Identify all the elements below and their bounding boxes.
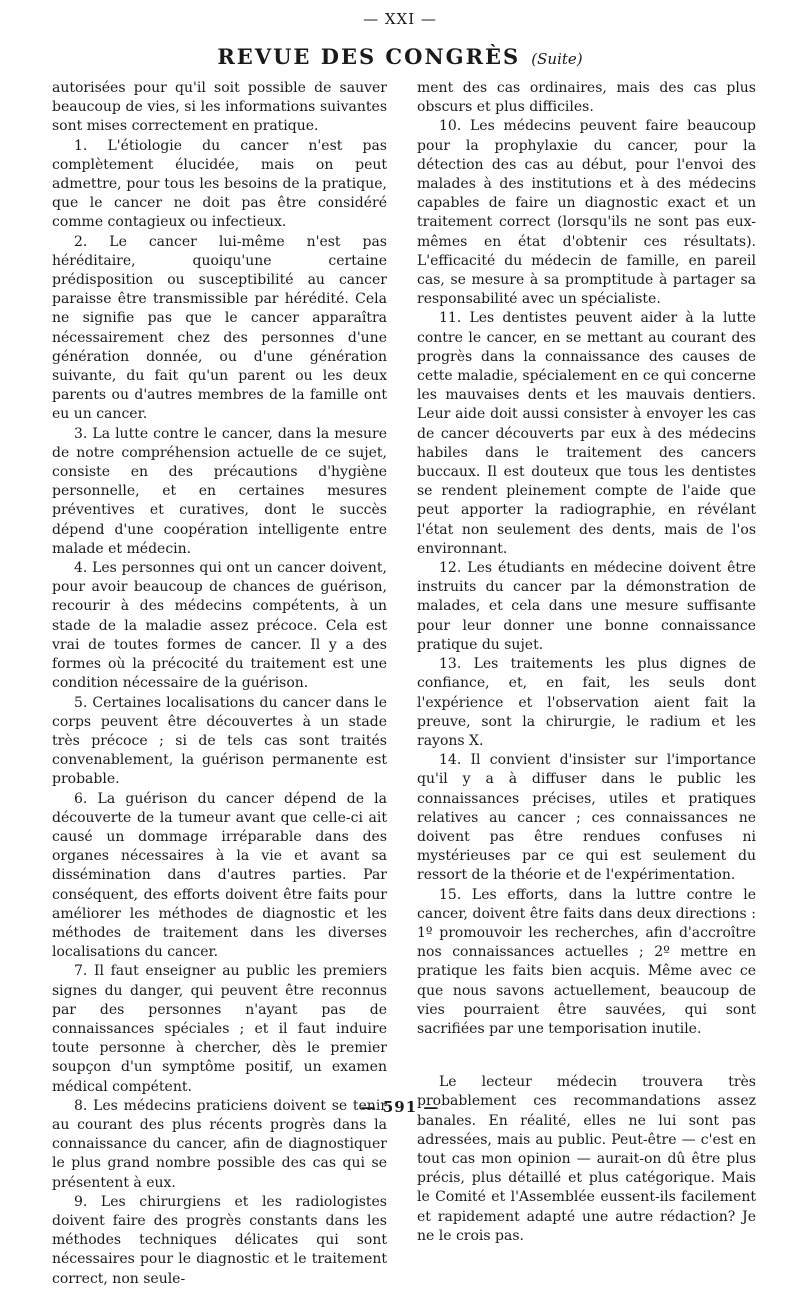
recommendation-5: 5. Certaines localisations du cancer dans le corps peuvent être découvertes à un stade très précoce ; si de tels cas sont traités convenablement, la guérison permanente est probable. [52, 694, 387, 788]
recommendation-6: 6. La guérison du cancer dépend de la découverte de la tumeur avant que celle-ci ait causé un dommage irréparable dans des organes nécessaires à la vie et avant sa dissémination dans d'autres parties. Par conséquent, des efforts doivent être faits pour améliorer les méthodes de diagnostic et les méthodes de traitement dans les diverses localisations du cancer. [52, 790, 387, 961]
recommendation-8: 8. Les médecins praticiens doivent se tenir au courant des plus récents progrès dans la connaissance du cancer, afin de diagnostiquer le plus grand nombre possible des cas qui se présentent à eux. [52, 1097, 387, 1191]
recommendation-15: 15. Les efforts, dans la luttre contre le cancer, doivent être faits dans deux directions : 1º promouvoir les recherches, afin d'accroître nos connaissances actuelles ; 2º mettre en pratique les faits bien acquis. Même avec ce que nous savons actuellement, beaucoup de vies pourraient être sauvées, qui sont sacrifiées par une temporisation inutile. [417, 886, 756, 1037]
recommendation-9: 9. Les chirurgiens et les radiologistes doivent faire des progrès constants dans les méthodes techniques délicates qui sont nécessaires pour le diagnostic et le traitement correct, non seule- [52, 1193, 387, 1287]
recommendation-13: 13. Les traitements les plus dignes de confiance, et, en fait, les seuls dont l'expérience et l'observation aient fait la preuve, sont la chirurgie, le radium et les rayons X. [417, 656, 756, 749]
paragraph-continuation: autorisées pour qu'il soit possible de sauver beaucoup de vies, si les informations suivantes sont mises correctement en pratique. [52, 80, 387, 135]
recommendation-10: 10. Les médecins peuvent faire beaucoup pour la prophylaxie du cancer, pour la détection des cas au début, pour l'envoi des malades à des institutions et à des médecins capables de faire un diagnostic exact et un traitement correct (lorsqu'ils ne sont pas eux-mêmes en état d'obtenir ces résultats). L'efficacité du médecin de famille, en pareil cas, se mesure à sa promptitude à partager sa responsabilité avec un spécialiste. [417, 118, 756, 308]
author-commentary: Le lecteur médecin trouvera très probablement ces recommandations assez banales. En réalité, elles ne lui sont pas adressées, mais au public. Peut-être — c'est en tout cas mon opinion — aurait-on dû être plus précis, plus détaillé et plus catégorique. Mais le Comité et l'Assemblée eussent-ils facilement et rapidement adapté une autre rédaction? Je ne le crois pas. [417, 1074, 756, 1244]
right-column [417, 79, 756, 1246]
recommendation-2: 2. Le cancer lui-même n'est pas héréditaire, quoiqu'une certaine prédisposition ou susceptibilité au cancer paraisse être transmissible par hérédité. Cela ne signifie pas que le cancer apparaîtra nécessairement chez des personnes d'une génération donnée, ou d'une génération suivante, du fait qu'un parent ou les deux parents ou d'autres membres de la famille ont eu un cancer. [52, 233, 387, 423]
journal-section-title: REVUE DES CONGRÈS [217, 44, 521, 69]
page-number: — 591 — [360, 1098, 440, 1116]
recommendation-3: 3. La lutte contre le cancer, dans la mesure de notre compréhension actuelle de ce sujet, consiste en des précautions d'hygiène personnelle, et en certaines mesures préventives et curatives, dont le succès dépend d'une coopération intelligente entre malade et médecin. [52, 425, 387, 557]
recommendation-1: 1. L'étiologie du cancer n'est pas complètement élucidée, mais on peut admettre, pour tous les besoins de la pratique, que le cancer ne doit pas être considéré comme contagieux ou infectieux. [52, 137, 387, 231]
recommendation-7: 7. Il faut enseigner au public les premiers signes du danger, qui peuvent être reconnus par des personnes n'ayant pas de connaissances spéciales ; et il faut induire toute personne à chercher, dès le premier soupçon d'un symptôme positif, un examen médical compétent. [52, 963, 387, 1095]
recommendation-12: 12. Les étudiants en médecine doivent être instruits du cancer par la démonstration de malades, et cela dans une mesure suffisante pour leur donner une bonne connaissance pratique du sujet. [417, 560, 756, 653]
recommendation-11: 11. Les dentistes peuvent aider à la lutte contre le cancer, en se mettant au courant des progrès dans la connaissance des causes de cette maladie, spécialement en ce qui concerne les mauvaises dents et les mauvais dentiers. Leur aide doit aussi consister à envoyer les cas de cancer découverts par eux à des médecins habiles dans le traitement des cancers buccaux. Il est douteux que tous les dentistes se rendent pleinement compte de l'aide que peut apporter la radiographie, en révélant l'état non seulement des dents, mais de l'os environnant. [417, 310, 756, 557]
recommendation-14: 14. Il convient d'insister sur l'importance qu'il y a à diffuser dans le public les connaissances précises, utiles et pratiques relatives au cancer ; ces connaissances ne doivent pas être rendues confuses ni mystérieuses par ce qui est seulement du ressort de la théorie et de l'expérimentation. [417, 752, 756, 884]
title-suffix: (Suite) [531, 50, 583, 68]
running-title [0, 44, 800, 69]
paragraph-continuation: ment des cas ordinaires, mais des cas plus obscurs et plus difficiles. [417, 80, 756, 116]
recommendation-4: 4. Les personnes qui ont un cancer doivent, pour avoir beaucoup de chances de guérison, recourir à des médecins compétents, à un stade de la maladie assez précoce. Cela est vrai de toutes formes de cancer. Il y a des formes où la précocité du traitement est une condition nécessaire de la guérison. [52, 560, 387, 692]
roman-page-marker: — XXI — [363, 10, 437, 28]
